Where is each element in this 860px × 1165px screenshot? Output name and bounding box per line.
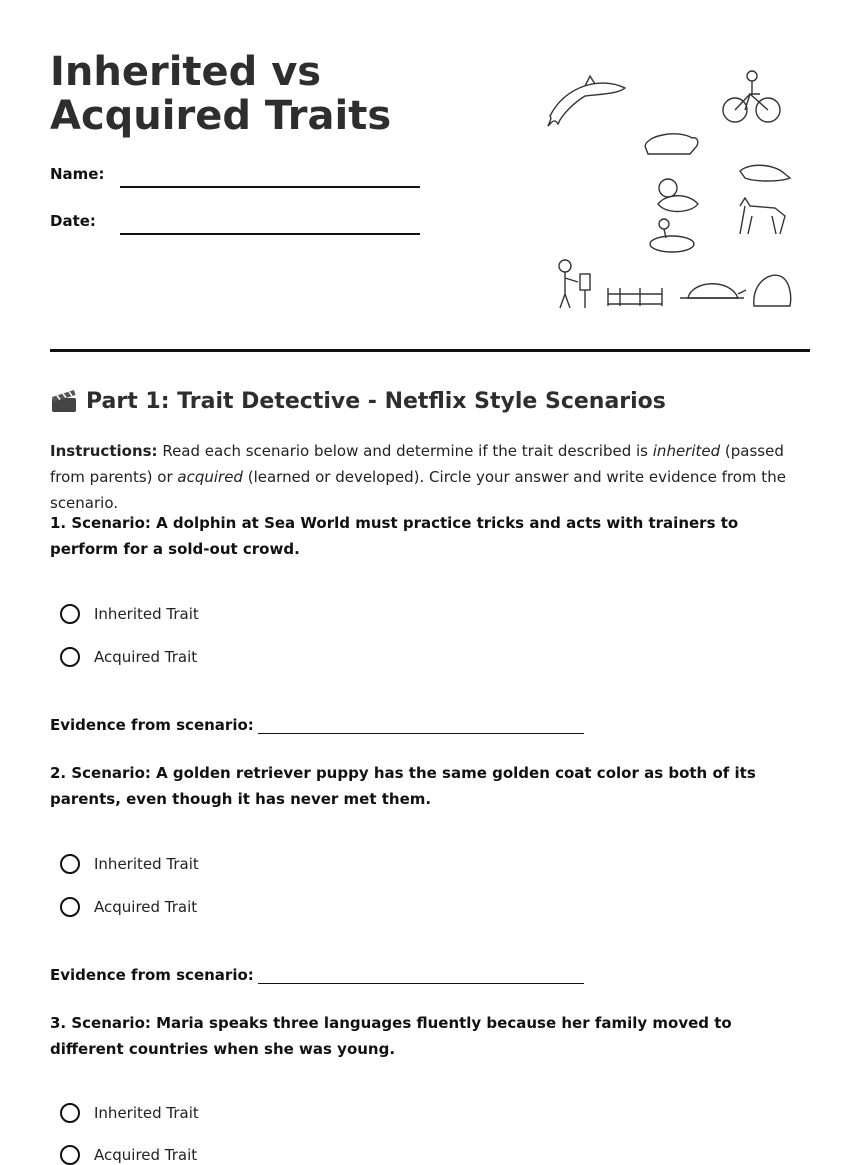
radio-circle-icon[interactable] [60,647,80,667]
question-3-option-acquired[interactable] [60,1145,197,1165]
radio-circle-icon[interactable] [60,604,80,624]
question-1-evidence [50,716,584,734]
section-heading [50,388,666,414]
name-label: Name: [50,165,105,183]
instructions-lead: Instructions: [50,442,158,460]
acquired-term: acquired [177,468,243,486]
instructions-text-3: (learned or developed). Circle your answer and write evidence from the scenario. [50,468,786,512]
fence-icon [608,288,662,306]
evidence-answer-line[interactable] [258,719,584,734]
question-1-text: 1. Scenario: A dolphin at Sea World must practice tricks and acts with trainers to perform for a sold-out crowd. [50,514,739,558]
dolphin-icon [548,76,625,126]
question-1-option-inherited[interactable] [60,604,199,624]
radio-circle-icon[interactable] [60,854,80,874]
evidence-label: Evidence from scenario: [50,716,254,734]
option-label: Acquired Trait [94,898,198,916]
clapperboard-icon [50,388,78,414]
nest-icon [650,219,694,252]
option-label: Inherited Trait [94,1104,199,1122]
instructions-text-2: (passed from parents) or [50,442,784,486]
radio-circle-icon[interactable] [60,1145,80,1165]
option-label: Acquired Trait [94,648,198,666]
question-3-text: 3. Scenario: Maria speaks three languages fluently because her family moved to different countries when she was young. [50,1014,732,1058]
rock-icon [754,275,791,306]
bicycle-icon [723,71,780,122]
question-1-option-acquired[interactable] [60,647,197,667]
cat-lying-icon [645,134,698,154]
birds-icon [658,179,698,212]
trait-illustrations [540,66,800,316]
section-title: Part 1: Trait Detective - Netflix Style Scenarios [86,388,666,414]
painter-icon [559,260,590,308]
question-2-evidence [50,966,584,984]
radio-circle-icon[interactable] [60,1103,80,1123]
evidence-answer-line[interactable] [258,969,584,984]
option-label: Inherited Trait [94,855,199,873]
worksheet-title: Inherited vs Acquired Traits [50,49,392,139]
date-label: Date: [50,212,96,230]
option-label: Inherited Trait [94,605,199,623]
turtle-icon [680,284,746,298]
question-2-text: 2. Scenario: A golden retriever puppy has the same golden coat color as both of its parents, even though it has never met them. [50,764,756,808]
date-line[interactable] [120,233,420,235]
evidence-label: Evidence from scenario: [50,966,254,984]
radio-circle-icon[interactable] [60,897,80,917]
question-2-option-acquired[interactable] [60,897,197,917]
question-3-option-inherited[interactable] [60,1103,199,1123]
name-line[interactable] [120,186,420,188]
otter-icon [740,165,790,181]
instructions [50,438,810,516]
inherited-term: inherited [652,442,721,460]
instructions-text-1: Read each scenario below and determine if the trait described is [157,442,653,460]
section-divider [50,349,810,352]
cat-standing-icon [740,198,785,234]
option-label: Acquired Trait [94,1146,198,1164]
question-2-option-inherited[interactable] [60,854,199,874]
